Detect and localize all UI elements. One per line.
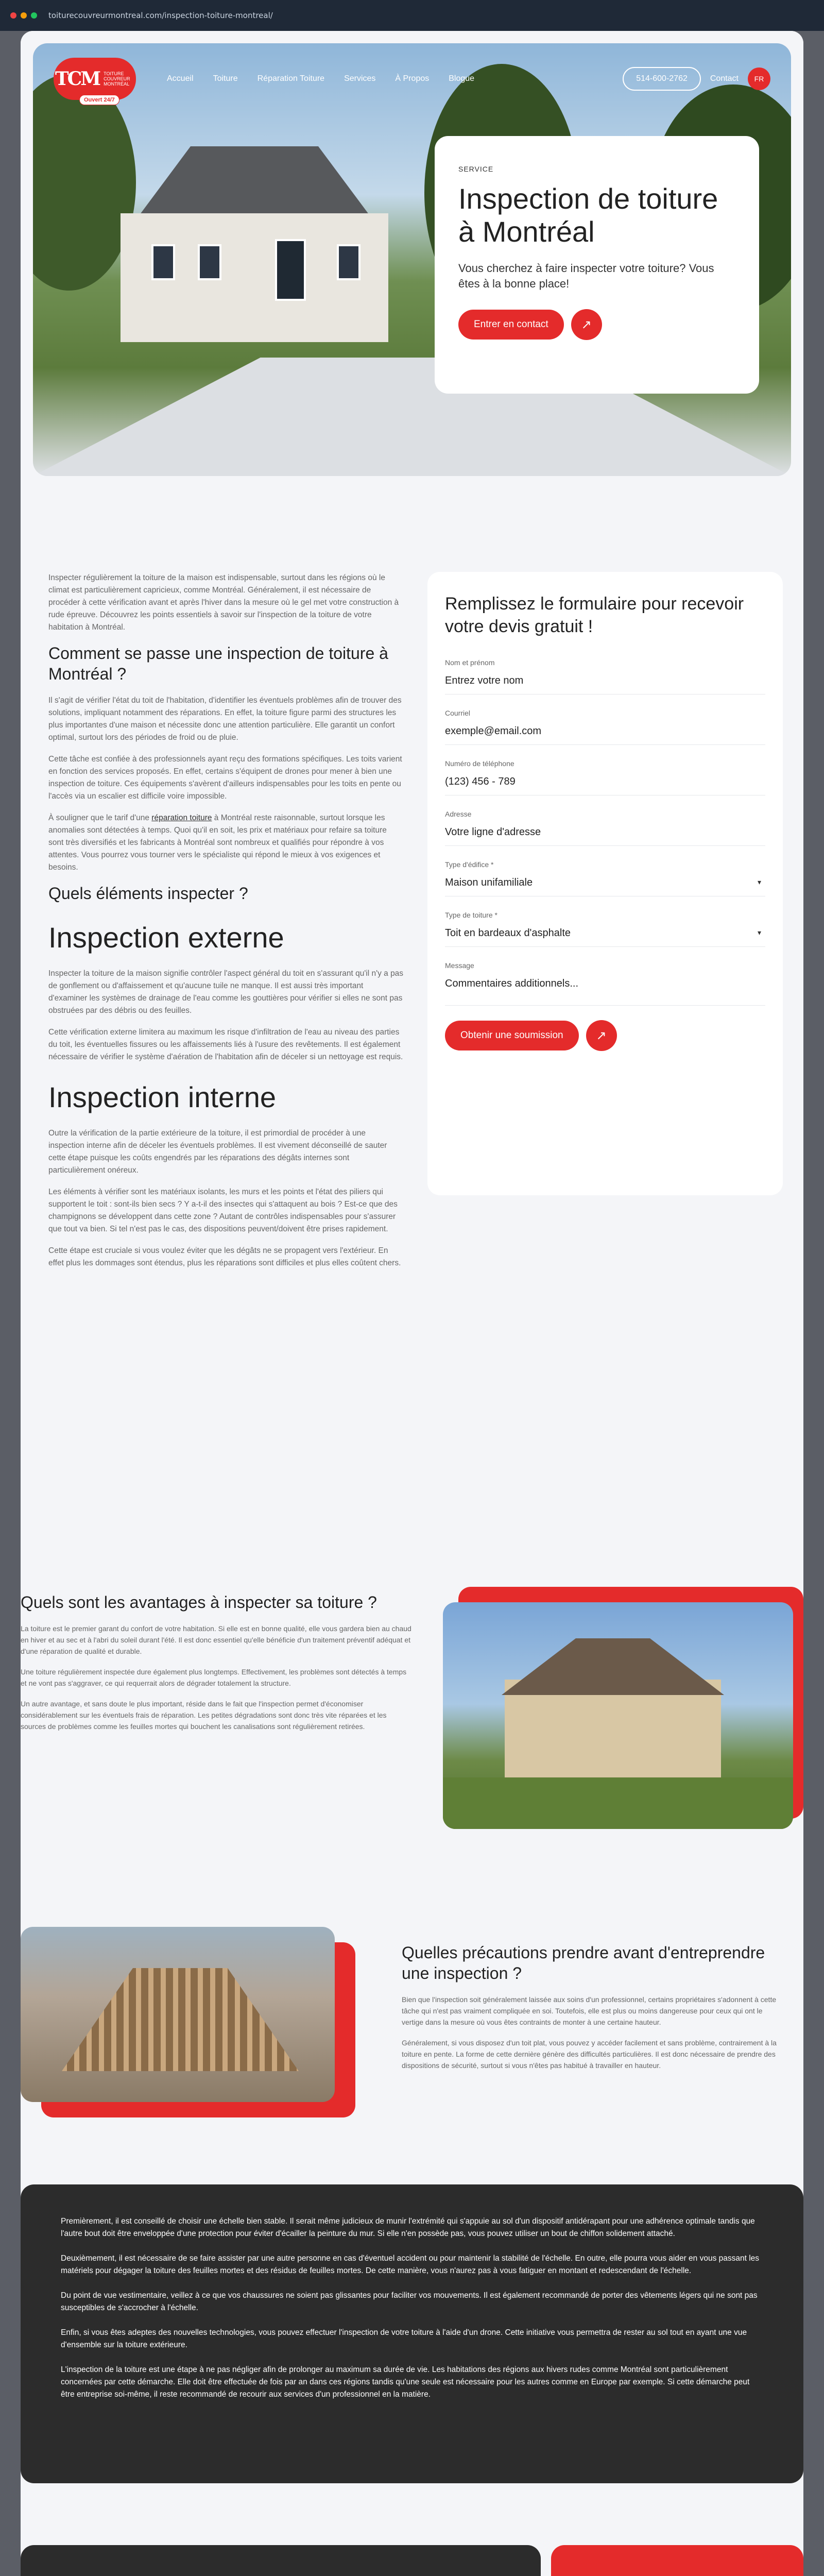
advantages-text <box>21 1587 412 1741</box>
message-field[interactable] <box>445 961 765 1006</box>
house-window <box>198 244 221 280</box>
arrow-icon[interactable]: ↗ <box>571 309 602 340</box>
hero-text: Vous cherchez à faire inspecter votre toiture? Vous êtes à la bonne place! <box>458 262 714 290</box>
field-label: Nom et prénom <box>445 658 495 667</box>
contact-button[interactable]: Entrer en contact <box>458 310 564 340</box>
building-type-value[interactable]: Maison unifamiliale <box>445 877 533 888</box>
intro-paragraph: Inspecter régulièrement la toiture de la maison est indispensable, surtout dans les régions où le climat est particulièrement capricieux, comme Montréal. Généralement, il est nécessaire de procéder à cette vérification avant et après l'hiver dans la mesure où le gel met votre construction à rude épreuve. Découvrez les points essentiels à savoir sur l'inspection de la toiture de votre habitation à Montréal. <box>48 573 399 632</box>
nav-right <box>623 67 770 91</box>
hero-kicker: SERVICE <box>458 165 494 173</box>
nav-contact-link[interactable]: Contact <box>710 74 739 83</box>
intro-content <box>48 572 404 1279</box>
paragraph: Cette vérification externe limitera au maximum les risque d'infiltration de l'eau au niveau des parties du toit, les éventuelles fissures ou les affaissements liés à l'usure des revêtements. Il est également nécessaire de vérifier le système d'aération de l'habitation afin de déceler si un nettoyage est requis. <box>48 1028 403 1061</box>
address-input[interactable]: Votre ligne d'adresse <box>445 826 541 838</box>
phone-button[interactable]: 514-600-2762 <box>623 67 701 91</box>
roof-frame-photo <box>21 1927 335 2102</box>
page-title: Inspection de toiture à Montréal <box>458 182 718 248</box>
paragraph: Cette tâche est confiée à des professionnels ayant reçu des formations spécifiques. Les toits varient en fonction des services proposés. En effet, certains s'équipent de drones pour mener à bien une inspection de toiture. Ces équipements s'avèrent d'ailleurs indispensables pour les toits en pente ou l'accès via un escalier est difficile voire impossible. <box>48 755 402 801</box>
footer <box>21 2545 803 2576</box>
logo-text: TOITURE COUVREUR MONTRÉAL <box>104 71 130 87</box>
name-field[interactable] <box>445 658 765 694</box>
email-field[interactable] <box>445 709 765 745</box>
paragraph: Outre la vérification de la partie extérieure de la toiture, il est primordial de procéder à une inspection interne afin de déceler les éventuels problèmes. Il est vivement déconseillé de sauter cette étape puisque les coûts engendrés par les réparations des dégâts internes sont particulièrement onéreux. <box>48 1129 387 1175</box>
address-bar[interactable]: toiturecouvreurmontreal.com/inspection-toiture-montreal/ <box>48 11 273 20</box>
paragraph: La toiture est le premier garant du confort de votre habitation. Si elle est en bonne qualité, elle vous gardera bien au chaud en hiver et au sec et à l'abri du soleil durant l'été. Il est donc essentiel qu'elle bénéficie d'un traitement préventif adéquat et d'une réparation de qualité et durable. <box>21 1624 411 1655</box>
field-label: Courriel <box>445 709 471 717</box>
text: À souligner que le tarif d'une <box>48 814 152 822</box>
language-switch[interactable]: FR <box>748 67 770 90</box>
chevron-down-icon[interactable]: ▾ <box>757 878 761 886</box>
house-walls <box>505 1680 721 1783</box>
safety-tips-block <box>21 2184 803 2483</box>
repair-link[interactable]: réparation toiture <box>151 814 212 822</box>
advantages-image <box>443 1587 803 1829</box>
site-logo[interactable] <box>54 58 136 103</box>
lawn <box>443 1777 793 1829</box>
safety-paragraph: Premièrement, il est conseillé de choisir une échelle bien stable. Il serait même judicieux de munir l'extrémité qui s'appuie au sol d'un dispositif antidérapant pour une adhérence optimale tandis que l'autre bout doit être enveloppée d'une protection pour éviter d'écailler la peinture du mur. Si elle n'en possède pas, vous pouvez utiliser un bout de chiffon solidement attaché. <box>61 2217 755 2238</box>
field-label: Type d'édifice * <box>445 860 494 869</box>
paragraph <box>48 812 404 874</box>
field-label: Adresse <box>445 810 472 818</box>
logo-mark: TCM <box>55 68 100 90</box>
nav-link-accueil[interactable]: Accueil <box>167 74 194 83</box>
quote-form <box>427 572 783 1195</box>
house-roof <box>95 146 414 224</box>
form-title: Remplissez le formulaire pour recevoir votre devis gratuit ! <box>445 594 744 636</box>
advantages-title: Quels sont les avantages à inspecter sa toiture ? <box>21 1593 377 1612</box>
advantages-section <box>21 1587 803 1855</box>
main-nav <box>54 58 770 103</box>
chevron-down-icon[interactable]: ▾ <box>757 928 761 937</box>
roof-frame <box>62 1968 299 2071</box>
precautions-section <box>21 1927 803 2133</box>
browser-viewport <box>21 31 803 2576</box>
paragraph: Il s'agit de vérifier l'état du toit de l'habitation, d'identifier les éventuels problèmes afin de trouver des solutions, impliquant notamment des réparations. En effet, la toiture figure parmi des structures les plus importantes d'une maison et nécessite donc une attention particulière. Elle garantit un confort optimal, surtout lors des périodes de froid ou de pluie. <box>48 696 402 742</box>
footer-cta <box>551 2545 803 2576</box>
submit-button[interactable]: Obtenir une soumission <box>445 1021 579 1050</box>
minimize-window-icon[interactable] <box>21 12 27 19</box>
nav-links <box>167 74 474 83</box>
address-field[interactable] <box>445 810 765 846</box>
nav-link-blogue[interactable]: Blogue <box>449 74 475 83</box>
safety-paragraph: L'inspection de la toiture est une étape à ne pas négliger afin de prolonger au maximum sa durée de vie. Les habitations des régions aux hivers rudes comme Montréal sont particulièrement concernées par cette démarche. Elle doit être effectuée de fois par an dans ces régions tandis qu'une seule est nécessaire pour les autres comme en Europe par exemple. Si cette démarche peut être entreprise soi-même, il reste recommandé de recourir aux services d'un professionnel en la matière. <box>61 2365 750 2399</box>
text: à Montréal reste raisonnable, surtout lorsque les anomalies sont détectées à temps. Quoi qu'il en soit, les prix et matériaux pour refaire sa toiture sont très diversifiés et les fabricants à Montréal sont nombreux et qualifiés pour répondre à vos attentes. Vous pourrez vous tourner vers le spécialiste qui répond le mieux à vos exigences et besoins. <box>48 814 387 872</box>
heading-external: Inspection externe <box>48 921 284 954</box>
house-image <box>121 213 388 342</box>
house-roof <box>489 1638 736 1695</box>
hero-cta-row <box>458 309 735 340</box>
page <box>21 31 803 2576</box>
heading-internal: Inspection interne <box>48 1081 277 1113</box>
house-window <box>337 244 360 280</box>
safety-paragraph: Enfin, si vous êtes adeptes des nouvelles technologies, vous pouvez effectuer l'inspection de votre toiture à l'aide d'un drone. Cette initiative vous permettra de rester au sol tout en ayant une vue d'ensemble sur la toiture extérieure. <box>61 2328 747 2349</box>
house-window <box>151 244 175 280</box>
footer-main <box>21 2545 541 2576</box>
name-input[interactable]: Entrez votre nom <box>445 675 524 686</box>
roof-type-value[interactable]: Toit en bardeaux d'asphalte <box>445 927 571 939</box>
nav-link-services[interactable]: Services <box>344 74 376 83</box>
hero-card <box>435 136 759 394</box>
hero <box>33 43 791 476</box>
paragraph: Une toiture régulièrement inspectée dure également plus longtemps. Effectivement, les problèmes sont détectés à temps et ne vont pas s'aggraver, ce qui requerrait alors de dégrader totalement la structure. <box>21 1668 407 1687</box>
field-label: Message <box>445 961 474 970</box>
nav-link-a-propos[interactable]: À Propos <box>395 74 430 83</box>
building-type-select[interactable] <box>445 860 765 896</box>
safety-paragraph: Deuxièmement, il est nécessaire de se faire assister par une autre personne en cas d'éventuel accident ou pour maintenir la stabilité de l'échelle. En outre, elle pourra vous aider en vous passant les matériels pour dégager la toiture des feuilles mortes et des résidus de feuilles mortes. De cette manière, vous n'aurez pas à vous fatiguer en montant et redescendant de l'échelle. <box>61 2254 760 2275</box>
phone-field[interactable] <box>445 759 765 795</box>
close-window-icon[interactable] <box>10 12 16 19</box>
safety-paragraph: Du point de vue vestimentaire, veillez à ce que vos chaussures ne soient pas glissantes pour faciliter vos mouvements. Il est également recommandé de porter des vêtements légers qui ne sont pas susceptibles de s'accrocher à l'échelle. <box>61 2291 758 2312</box>
precautions-text <box>402 1937 783 2080</box>
paragraph: Un autre avantage, et sans doute le plus important, réside dans le fait que l'inspection permet d'économiser considérablement sur les éventuels frais de réparation. Les petites dégradations sont donc très vite réparées et les sources de problèmes comme les feuilles mortes qui bouchent les canalisations sont régulièrement retirées. <box>21 1700 387 1731</box>
nav-link-toiture[interactable]: Toiture <box>213 74 238 83</box>
message-textarea[interactable]: Commentaires additionnels... <box>445 978 579 989</box>
roof-type-select[interactable] <box>445 911 765 947</box>
paragraph: Généralement, si vous disposez d'un toit plat, vous pouvez y accéder facilement et sans problème, contrairement à la toiture en pente. La forme de cette dernière génère des difficultés particulières. Il est donc nécessaire de prendre des dispositions de sécurité, surtout si vous n'êtes pas habitué à travailler en hauteur. <box>402 2039 777 2070</box>
nav-link-reparation[interactable]: Réparation Toiture <box>257 74 325 83</box>
heading-what: Quels éléments inspecter ? <box>48 884 248 903</box>
field-label: Numéro de téléphone <box>445 759 514 768</box>
precautions-image <box>21 1927 350 2117</box>
paragraph: Bien que l'inspection soit généralement laissée aux soins d'un professionnel, certains propriétaires s'adonnent à cette tâche qui n'est pas vraiment compliquée en soi. Toutefois, elle est plus ou moins dangereuse pour ceux qui ont le vertige dans la mesure où vous êtes contraints de monter à une certaine hauteur. <box>402 1995 777 2026</box>
maximize-window-icon[interactable] <box>31 12 37 19</box>
heading-how: Comment se passe une inspection de toiture à Montréal ? <box>48 644 388 683</box>
house-door <box>275 239 306 301</box>
browser-bar <box>0 0 824 31</box>
precautions-title: Quelles précautions prendre avant d'entreprendre une inspection ? <box>402 1943 765 1982</box>
phone-input[interactable]: (123) 456 - 789 <box>445 776 516 787</box>
email-input[interactable]: exemple@email.com <box>445 725 542 737</box>
field-label: Type de toiture * <box>445 911 497 919</box>
house-photo <box>443 1602 793 1829</box>
form-submit-row <box>445 1020 765 1051</box>
arrow-icon[interactable]: ↗ <box>586 1020 617 1051</box>
paragraph: Cette étape est cruciale si vous voulez éviter que les dégâts ne se propagent vers l'extérieur. En effet plus les dommages sont étendus, plus les réparations sont difficiles et plus elles coûtent chers. <box>48 1246 401 1267</box>
paragraph: Inspecter la toiture de la maison signifie contrôler l'aspect général du toit en s'assurant qu'il n'y a pas de gonflement ou d'affaissement et qu'aucune tuile ne manque. Il est aussi très important d'examiner les systèmes de drainage de l'eau comme les gouttières pour vérifier si elles ne sont pas obstruées par des débris ou des feuilles. <box>48 969 404 1015</box>
open-badge: Ouvert 24/7 <box>79 95 119 105</box>
paragraph: Les éléments à vérifier sont les matériaux isolants, les murs et les points et l'état des piliers qui supportent le toit : sont-ils bien secs ? Y a-t-il des insectes qui s'attaquent au bois ? Est-ce que des champignons se développent dans cette zone ? Autant de contrôles indispensables pour s'assurer que tout va bien. Si tel n'est pas le cas, des dispositions peuvent/doivent être prises rapidement. <box>48 1188 398 1233</box>
